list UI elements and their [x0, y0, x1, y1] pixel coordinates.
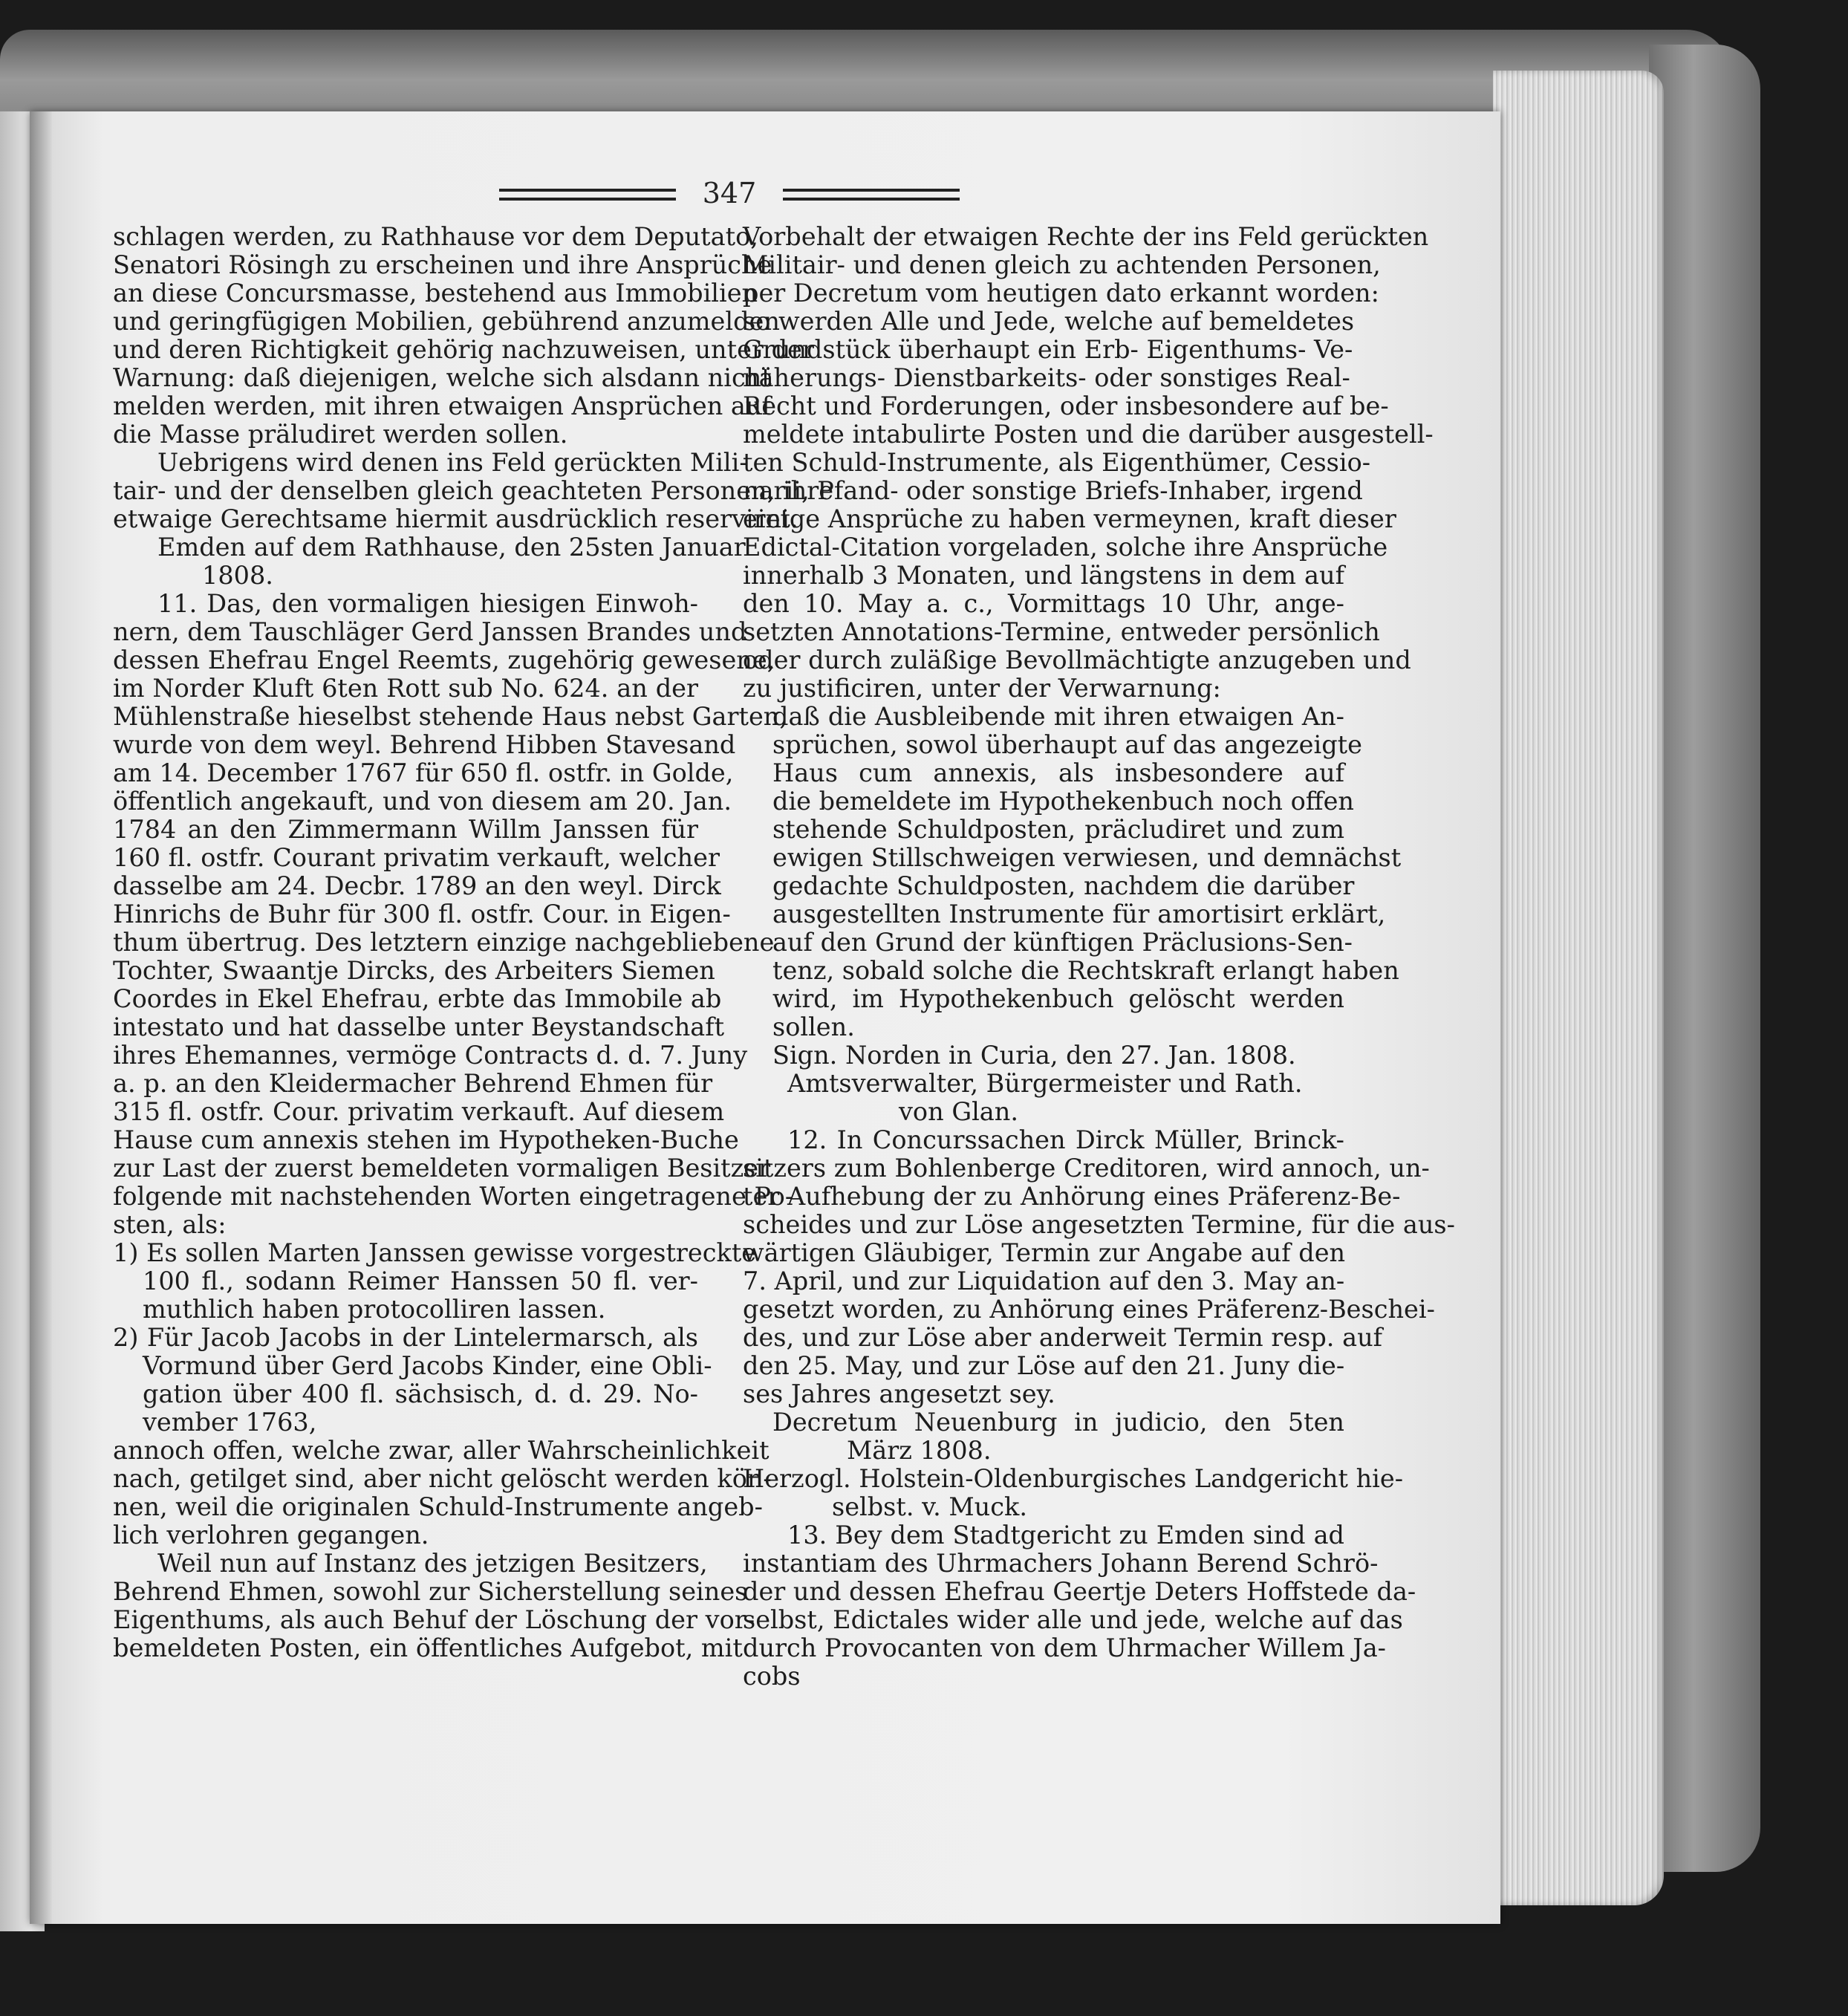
right-column-text-line: Amtsverwalter, Bürgermeister und Rath.	[787, 1069, 1303, 1098]
book-cover-spine	[1649, 45, 1760, 1872]
left-column-text-line: und geringfügigen Mobilien, gebührend anzumelden	[113, 307, 780, 336]
right-column-text-line: ewigen Stillschweigen verwiesen, und demnächst	[772, 843, 1402, 872]
left-column-text-line: folgende mit nachstehenden Worten eingetragene Po-	[113, 1182, 794, 1211]
left-column-text-line: nach, getilget sind, aber nicht gelöscht werden kön-	[113, 1464, 772, 1493]
right-column-text-line: ausgestellten Instrumente für amortisirt erklärt,	[772, 900, 1386, 929]
right-column-text-line: Militair- und denen gleich zu achtenden Personen,	[743, 250, 1381, 279]
right-column-text-line: Recht und Forderungen, oder insbesondere auf be-	[743, 391, 1389, 420]
right-column-text-line: setzten Annotations-Termine, entweder persönlich	[743, 617, 1380, 646]
left-column-text-line: Warnung: daß diejenigen, welche sich alsdann nicht	[113, 363, 772, 392]
right-column-text-line: Haus cum annexis, als insbesondere auf	[772, 758, 1344, 787]
right-column-text-line: 7. April, und zur Liquidation auf den 3. May an-	[743, 1266, 1345, 1295]
page-gutter	[30, 111, 52, 1924]
right-column-text-line: daß die Ausbleibende mit ihren etwaigen An-	[772, 702, 1344, 731]
left-column-text-line: im Norder Kluft 6ten Rott sub No. 624. an der	[113, 674, 698, 703]
right-column-text-line: der und dessen Ehefrau Geertje Deters Hoffstede da-	[743, 1577, 1416, 1606]
left-column-text-line: und deren Richtigkeit gehörig nachzuweisen, unter der	[113, 335, 814, 364]
right-column-text-line: ten Schuld-Instrumente, als Eigenthümer, Cessio-	[743, 448, 1371, 477]
right-column-text-line: des, und zur Löse aber anderweit Termin resp. auf	[743, 1323, 1383, 1352]
left-column-text-line: muthlich haben protocolliren lassen.	[143, 1295, 606, 1324]
left-column-text-line: nen, weil die originalen Schuld-Instrumente angeb-	[113, 1492, 763, 1521]
right-column-text-line: ses Jahres angesetzt sey.	[743, 1379, 1055, 1408]
left-column-text-line: 160 fl. ostfr. Courant privatim verkauft, welcher	[113, 843, 720, 872]
right-column-text-line: durch Provocanten von dem Uhrmacher Willem Ja-	[743, 1633, 1386, 1662]
right-column-text-line: wird, im Hypothekenbuch gelöscht werden	[772, 984, 1344, 1013]
header-rule-left	[499, 189, 676, 201]
right-column-text-line: zu justificiren, unter der Verwarnung:	[743, 674, 1221, 703]
right-column-text-line: cobs	[743, 1662, 801, 1691]
right-column-text-line: Grundstück überhaupt ein Erb- Eigenthums- Ve-	[743, 335, 1353, 364]
right-column-text-line: gesetzt worden, zu Anhörung eines Präferenz-Beschei-	[743, 1295, 1435, 1324]
left-column-text-line: ihres Ehemannes, vermöge Contracts d. d. 7. Juny	[113, 1041, 748, 1070]
left-column-text-line: nern, dem Tauschläger Gerd Janssen Brandes und	[113, 617, 747, 646]
right-column-text-line: stehende Schuldposten, präcludiret und zum	[772, 815, 1344, 844]
right-column-text-line: innerhalb 3 Monaten, und längstens in dem auf	[743, 561, 1344, 590]
right-column-text-line: wärtigen Gläubiger, Termin zur Angabe auf den	[743, 1238, 1346, 1267]
right-column-text-line: die bemeldete im Hypothekenbuch noch offen	[772, 787, 1354, 816]
right-column-text-line: näherungs- Dienstbarkeits- oder sonstiges Real-	[743, 363, 1350, 392]
left-column-text-line: vember 1763,	[143, 1408, 317, 1437]
right-column-text-line: Edictal-Citation vorgeladen, solche ihre Ansprüche	[743, 533, 1388, 562]
right-column-text-line: sitzers zum Bohlenberge Creditoren, wird annoch, un-	[743, 1154, 1430, 1183]
left-column-text-line: annoch offen, welche zwar, aller Wahrscheinlichkeit	[113, 1436, 770, 1465]
right-column-text-line: so werden Alle und Jede, welche auf bemeldetes	[743, 307, 1355, 336]
left-column-text-line: 1808.	[202, 561, 273, 590]
left-column-text-line: Hinrichs de Buhr für 300 fl. ostfr. Cour. in Eigen-	[113, 900, 731, 929]
right-column-text-line: oder durch zuläßige Bevollmächtigte anzugeben und	[743, 646, 1411, 674]
left-column-text-line: dasselbe am 24. Decbr. 1789 an den weyl. Dirck	[113, 871, 721, 900]
left-column-text-line: die Masse präludiret werden sollen.	[113, 420, 568, 449]
left-column-text-line: Emden auf dem Rathhause, den 25sten Januar	[157, 533, 746, 562]
page-number: 347	[702, 177, 757, 209]
right-column-text-line: den 25. May, und zur Löse auf den 21. Juny die-	[743, 1351, 1345, 1380]
right-column-text-line: März 1808.	[847, 1436, 992, 1465]
left-column-text-line: 2) Für Jacob Jacobs in der Lintelermarsch, als	[113, 1323, 698, 1352]
left-column-text-line: wurde von dem weyl. Behrend Hibben Stavesand	[113, 730, 736, 759]
right-column-text-line: 13. Bey dem Stadtgericht zu Emden sind ad	[787, 1521, 1344, 1550]
left-column-text-line: 1) Es sollen Marten Janssen gewisse vorgestreckte	[113, 1238, 757, 1267]
right-column-text-line: selbst. v. Muck.	[832, 1492, 1027, 1521]
left-column-text-line: 100 fl., sodann Reimer Hanssen 50 fl. ver-	[143, 1266, 698, 1295]
left-column-text-line: an diese Concursmasse, bestehend aus Immobilien	[113, 279, 758, 308]
left-column-text-line: Mühlenstraße hieselbst stehende Haus nebst Garten,	[113, 702, 788, 731]
left-column-text-line: Coordes in Ekel Ehefrau, erbte das Immobile ab	[113, 984, 722, 1013]
right-column-text-line: scheides und zur Löse angesetzten Termine, für die aus-	[743, 1210, 1455, 1239]
right-text-column	[743, 222, 1455, 1691]
right-column-text-line: sollen.	[772, 1012, 855, 1041]
left-column-text-line: thum übertrug. Des letztern einzige nachgebliebene	[113, 928, 775, 957]
right-column-text-line: auf den Grund der künftigen Präclusions-Sen-	[772, 928, 1353, 957]
left-column-text-line: 1784 an den Zimmermann Willm Janssen für	[113, 815, 698, 844]
left-column-text-line: Behrend Ehmen, sowohl zur Sicherstellung seines	[113, 1577, 748, 1606]
right-column-text-line: Decretum Neuenburg in judicio, den 5ten	[772, 1408, 1344, 1437]
page-header	[499, 177, 960, 214]
left-column-text-line: schlagen werden, zu Rathhause vor dem Deputato,	[113, 222, 758, 251]
right-column-text-line: 12. In Concurssachen Dirck Müller, Brinck-	[787, 1125, 1344, 1154]
left-column-text-line: 315 fl. ostfr. Cour. privatim verkauft. Auf diesem	[113, 1097, 725, 1126]
left-column-text-line: sten, als:	[113, 1210, 227, 1239]
right-column-text-line: gedachte Schuldposten, nachdem die darüber	[772, 871, 1355, 900]
left-column-text-line: Vormund über Gerd Jacobs Kinder, eine Obli-	[143, 1351, 712, 1380]
left-column-text-line: gation über 400 fl. sächsisch, d. d. 29. No-	[143, 1379, 698, 1408]
right-column-text-line: meldete intabulirte Posten und die darüber ausgestell-	[743, 420, 1434, 449]
left-text-column	[113, 222, 834, 1662]
left-column-text-line: melden werden, mit ihren etwaigen Ansprüchen auf	[113, 391, 771, 420]
left-column-text-line: Tochter, Swaantje Dircks, des Arbeiters Siemen	[113, 956, 715, 985]
left-column-text-line: etwaige Gerechtsame hiermit ausdrücklich reserviret.	[113, 504, 798, 533]
right-column-text-line: von Glan.	[899, 1097, 1018, 1126]
left-column-text-line: öffentlich angekauft, und von diesem am 20. Jan.	[113, 787, 732, 816]
right-column-text-line: Herzogl. Holstein-Oldenburgisches Landgericht hie-	[743, 1464, 1404, 1493]
right-column-text-line: sprüchen, sowol überhaupt auf das angezeigte	[772, 730, 1362, 759]
right-column-text-line: narii, Pfand- oder sonstige Briefs-Inhaber, irgend	[743, 476, 1363, 505]
right-column-text-line: tenz, sobald solche die Rechtskraft erlangt haben	[772, 956, 1399, 985]
page-edges	[1493, 71, 1664, 1905]
left-column-text-line: 11. Das, den vormaligen hiesigen Einwoh-	[157, 589, 698, 618]
left-column-text-line: a. p. an den Kleidermacher Behrend Ehmen für	[113, 1069, 713, 1098]
left-column-text-line: Senatori Rösingh zu erscheinen und ihre Ansprüche	[113, 250, 772, 279]
right-column-text-line: einige Ansprüche zu haben vermeynen, kraft dieser	[743, 504, 1396, 533]
left-column-text-line: Hause cum annexis stehen im Hypotheken-Buche	[113, 1125, 739, 1154]
left-column-text-line: bemeldeten Posten, ein öffentliches Aufgebot, mit	[113, 1633, 743, 1662]
left-column-text-line: zur Last der zuerst bemeldeten vormaligen Besitzer	[113, 1154, 771, 1183]
header-rule-right	[783, 189, 960, 201]
right-column-text-line: per Decretum vom heutigen dato erkannt worden:	[743, 279, 1379, 308]
left-column-text-line: tair- und der denselben gleich geachteten Personen, ihre	[113, 476, 834, 505]
left-column-text-line: am 14. December 1767 für 650 fl. ostfr. in Golde,	[113, 758, 734, 787]
left-column-text-line: Uebrigens wird denen ins Feld gerückten Mili-	[157, 448, 748, 477]
left-column-text-line: dessen Ehefrau Engel Reemts, zugehörig gewesene,	[113, 646, 775, 674]
right-column-text-line: Vorbehalt der etwaigen Rechte der ins Feld gerückten	[743, 222, 1429, 251]
right-column-text-line: den 10. May a. c., Vormittags 10 Uhr, ange-	[743, 589, 1344, 618]
right-column-text-line: Sign. Norden in Curia, den 27. Jan. 1808.	[772, 1041, 1296, 1070]
left-column-text-line: lich verlohren gegangen.	[113, 1521, 429, 1550]
right-column-text-line: ter Aufhebung der zu Anhörung eines Präferenz-Be-	[743, 1182, 1401, 1211]
left-column-text-line: Weil nun auf Instanz des jetzigen Besitzers,	[157, 1549, 708, 1578]
right-column-text-line: selbst, Edictales wider alle und jede, welche auf das	[743, 1605, 1403, 1634]
right-column-text-line: instantiam des Uhrmachers Johann Berend Schrö-	[743, 1549, 1379, 1578]
left-column-text-line: Eigenthums, als auch Behuf der Löschung der vor-	[113, 1605, 755, 1634]
left-column-text-line: intestato und hat dasselbe unter Beystandschaft	[113, 1012, 725, 1041]
